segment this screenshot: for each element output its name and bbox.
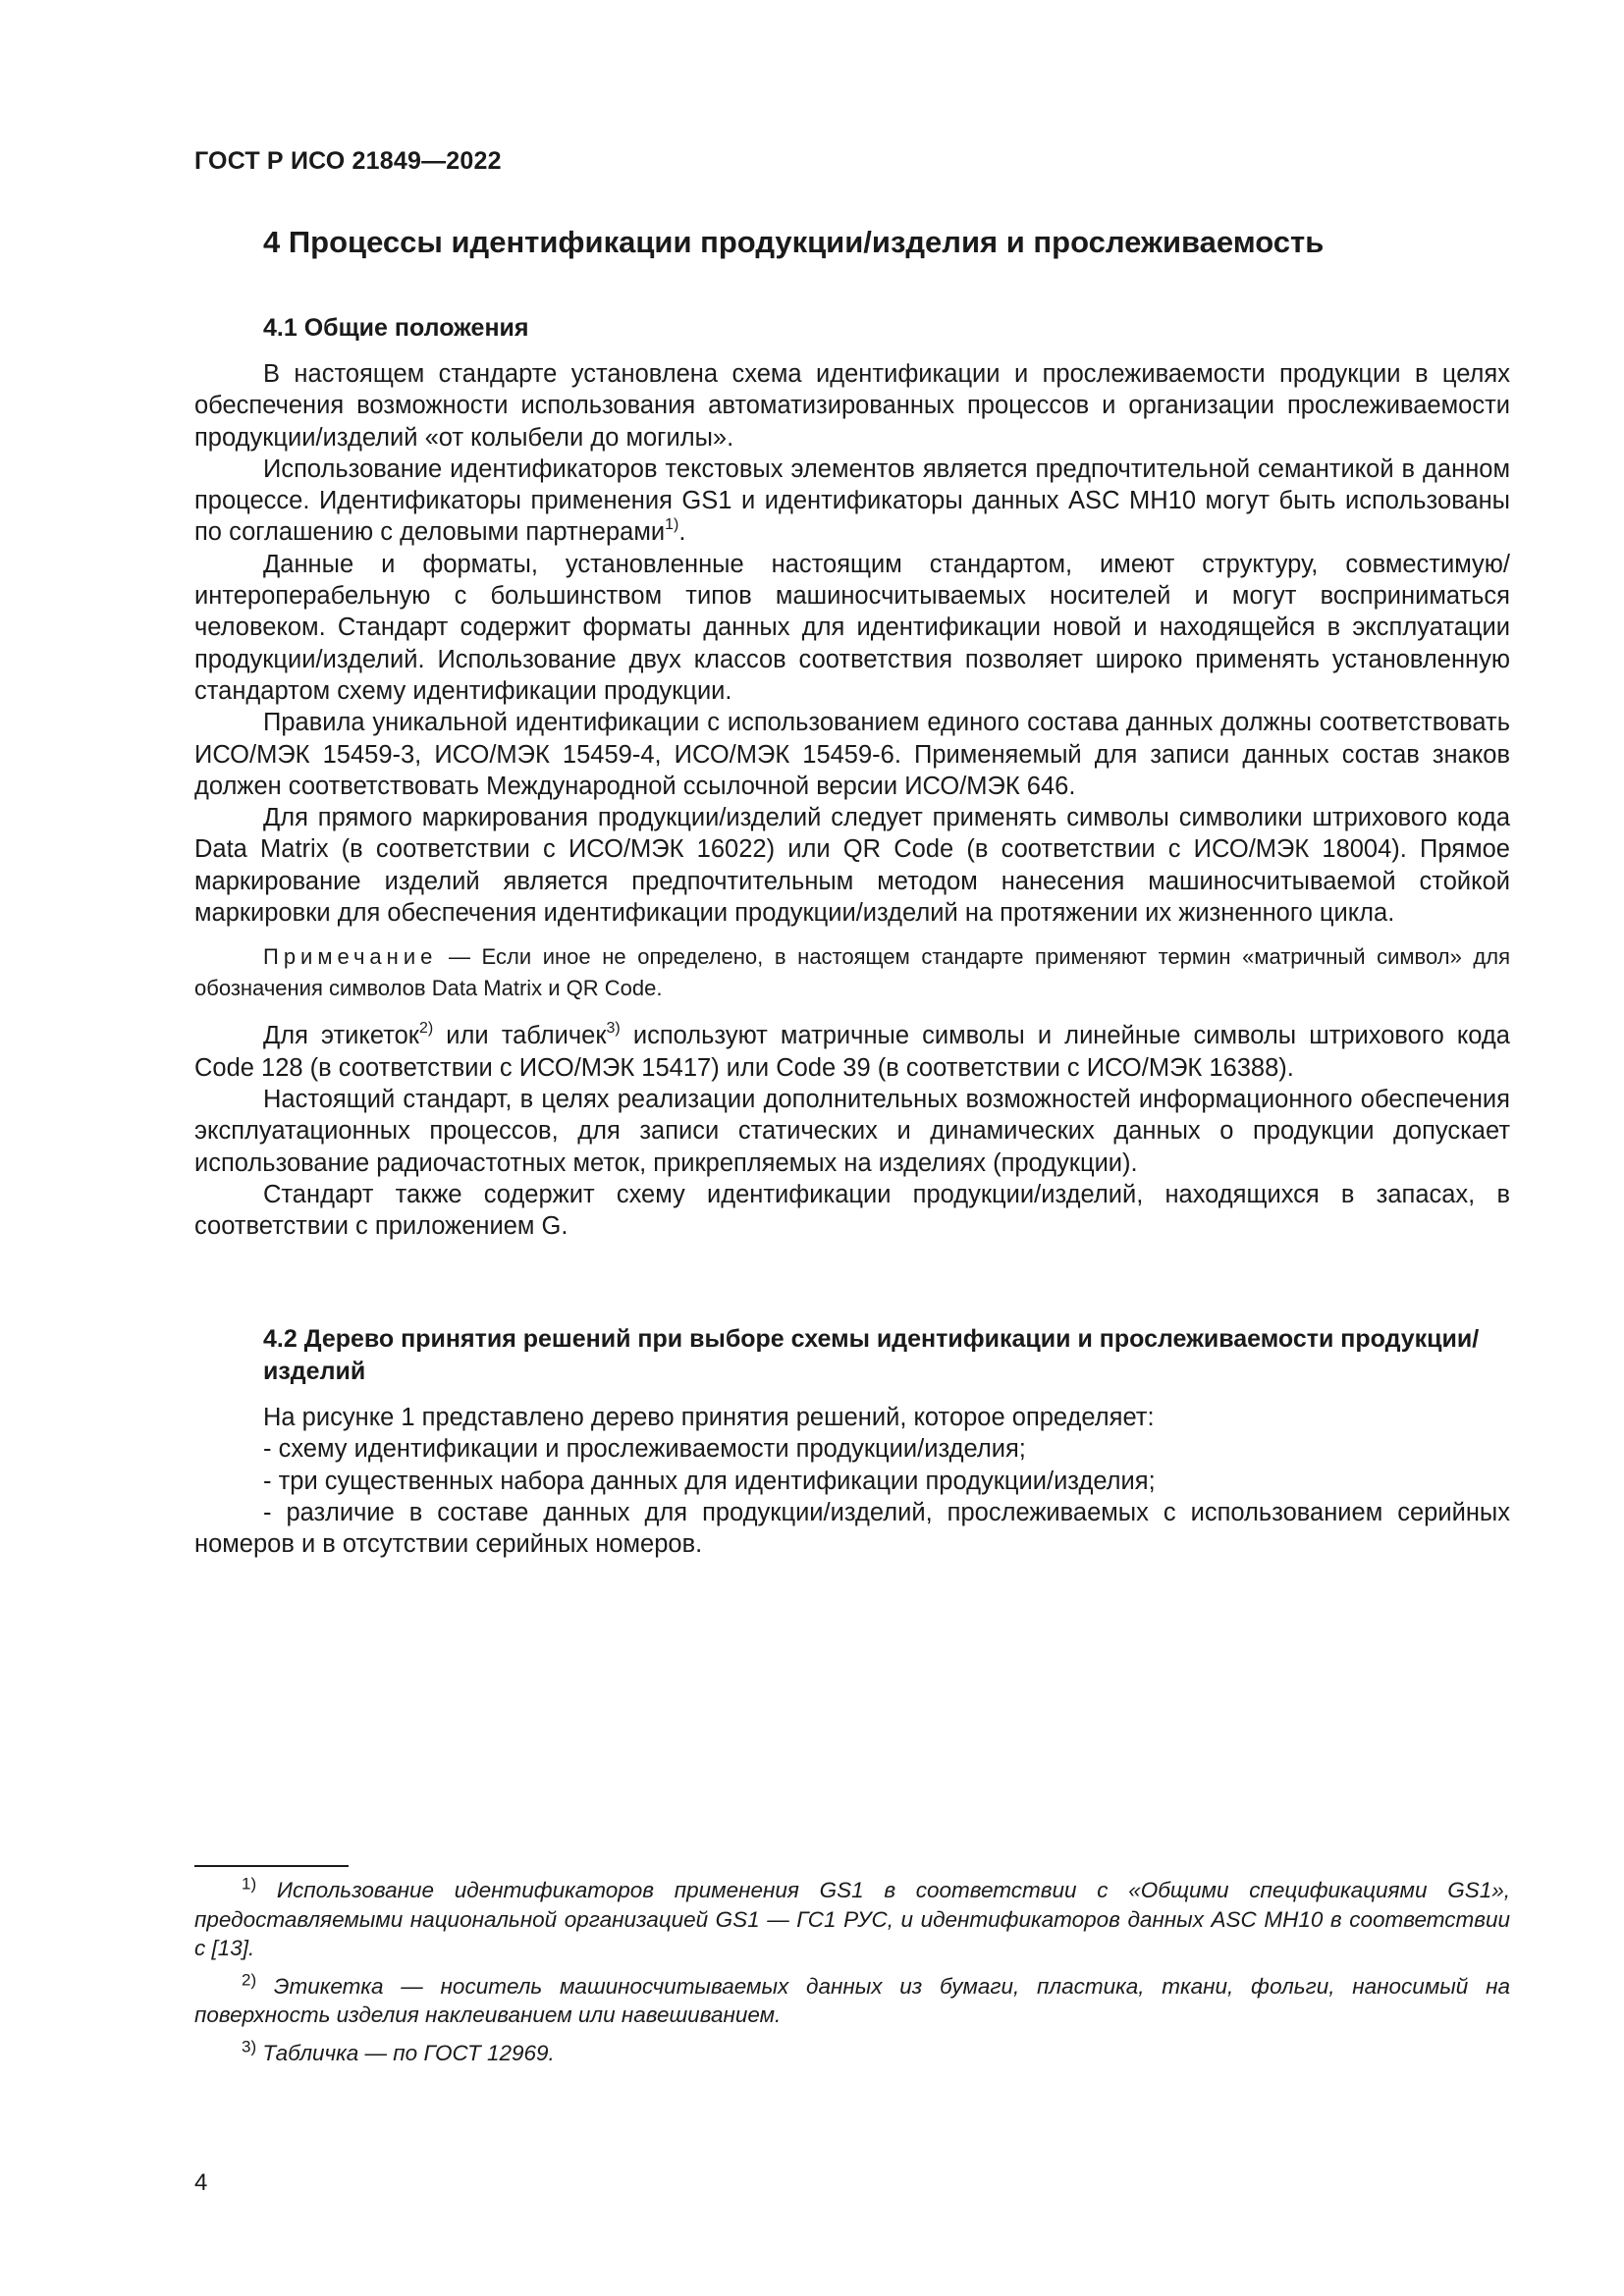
section-title: 4 Процессы идентификации продукции/изделия и прослеживаемость <box>263 225 1325 259</box>
subsection-title-4-1: 4.1 Общие положения <box>263 314 529 342</box>
footnote-text: Этикетка — носитель машиносчитываемых данных из бумаги, пластика, ткани, фольги, наносимый на поверхность изделия наклеиванием или навешиванием. <box>194 1973 1510 2027</box>
paragraph: Настоящий стандарт, в целях реализации дополнительных возможностей информационного обеспечения эксплуатационных процессов, для записи статических и динамических данных о продукции допускает использование радиочастотных меток, прикрепляемых на изделиях (продукции). <box>194 1085 1510 1177</box>
footnote-text: Табличка — по ГОСТ 12969. <box>262 2040 555 2065</box>
paragraph: Для прямого маркирования продукции/изделий следует применять символы символики штрихового кода Data Matrix (в соответствии с ИСО/МЭК 16022) или QR Code (в соответствии с ИСО/МЭК 18004). Прямое маркирование изделий является предпочтительным методом нанесения машиносчитываемой стойкой маркировки для обеспечения идентификации продукции/изделий на протяжении их жизненного цикла. <box>194 804 1510 928</box>
footnote-mark: 3) <box>242 2037 257 2056</box>
footnote-ref[interactable]: 2) <box>418 1019 434 1037</box>
paragraph-text: или табличек <box>433 1022 607 1050</box>
note <box>194 941 1510 1004</box>
paragraph: На рисунке 1 представлено дерево принятия решений, которое определяет: <box>263 1404 1155 1431</box>
note-label: Примечание <box>263 944 438 970</box>
section-4-2-body <box>194 1402 1510 1560</box>
footnotes <box>194 1876 1510 2076</box>
footnote <box>194 1972 1510 2030</box>
paragraph-text: Для этикеток <box>263 1022 419 1050</box>
footnote-ref[interactable]: 3) <box>606 1019 621 1037</box>
document-header: ГОСТ Р ИСО 21849—2022 <box>194 147 502 175</box>
paragraph: Правила уникальной идентификации с использованием единого состава данных должны соответствовать ИСО/МЭК 15459-3, ИСО/МЭК 15459-4, ИСО/МЭК 15459-6. Применяемый для записи данных состав знаков должен соответствовать Международной ссылочной версии ИСО/МЭК 646. <box>194 709 1510 800</box>
footnote <box>194 1876 1510 1963</box>
paragraph-text: Использование идентификаторов текстовых элементов является предпочтительной семантикой в данном процессе. Идентификаторы применения GS1 и идентификаторы данных ASC MH10 могут быть использованы по соглашению с деловыми партнерами <box>194 454 1510 547</box>
paragraph-text: используют матричные символы и линейные символы штрихового кода Code 128 (в соответствии с ИСО/МЭК 15417) или Code 39 (в соответствии с ИСО/МЭК 16388). <box>194 1022 1510 1082</box>
paragraph: Стандарт также содержит схему идентификации продукции/изделий, находящихся в запасах, в соответствии с приложением G. <box>194 1180 1510 1241</box>
paragraph-text: . <box>678 518 686 547</box>
paragraph <box>194 1020 1510 1084</box>
footnote-separator <box>194 1865 349 1867</box>
list-item: - различие в составе данных для продукции/изделий, прослеживаемых с использованием серийных номеров и в отсутствии серийных номеров. <box>194 1498 1510 1559</box>
paragraph <box>194 454 1510 549</box>
page-number: 4 <box>194 2169 208 2196</box>
paragraph: В настоящем стандарте установлена схема идентификации и прослеживаемости продукции в целях обеспечения возможности использования автоматизированных процессов и организации прослеживаемости продукции/изделий «от колыбели до могилы». <box>194 360 1510 452</box>
footnote-text: Использование идентификаторов применения GS1 в соответствии с «Общими спецификациями GS1», предоставляемыми национальной организацией GS1 — ГС1 РУС, и идентификаторов данных ASC MH10 в соответствии с [13]. <box>194 1878 1510 1960</box>
section-4-1-body <box>194 358 1510 1242</box>
list-item: - схему идентификации и прослеживаемости продукции/изделия; <box>263 1435 1026 1464</box>
subsection-title-4-2: 4.2 Дерево принятия решений при выборе схемы идентификации и прослеживаемости продукции/изделий <box>263 1325 1480 1385</box>
list-item: - три существенных набора данных для идентификации продукции/изделия; <box>263 1467 1156 1495</box>
footnote-mark: 2) <box>242 1970 257 1989</box>
note-text: — Если иное не определено, в настоящем стандарте применяют термин «матричный символ» для обозначения символов Data Matrix и QR Code. <box>194 944 1510 1001</box>
footnote-ref[interactable]: 1) <box>665 515 679 533</box>
footnote <box>194 2039 1510 2068</box>
paragraph: Данные и форматы, установленные настоящим стандартом, имеют структуру, совместимую/интероперабельную с большинством типов машиносчитываемых носителей и могут восприниматься человеком. Стандарт содержит форматы данных для идентификации новой и находящейся в эксплуатации продукции/изделий. Использование двух классов соответствия позволяет широко применять установленную стандартом схему идентификации продукции. <box>194 550 1510 705</box>
footnote-mark: 1) <box>242 1874 257 1894</box>
